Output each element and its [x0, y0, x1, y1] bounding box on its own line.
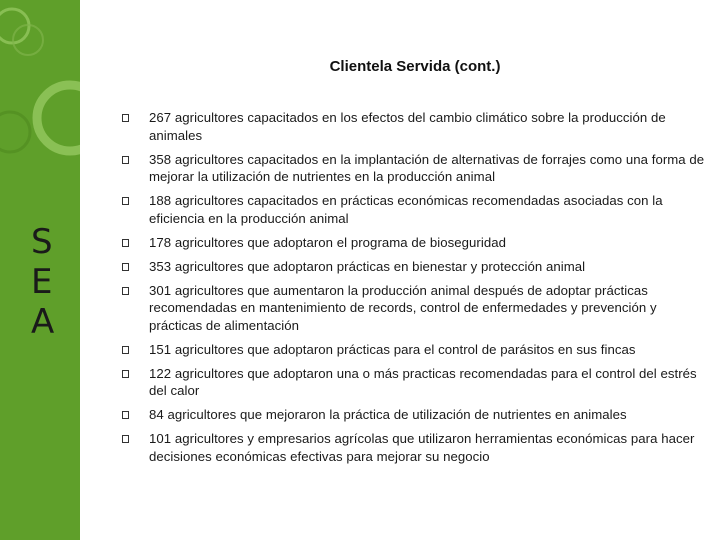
- deco-ring-4: [0, 112, 30, 152]
- bullet-marker-icon: [122, 287, 129, 295]
- bullet-marker-icon: [122, 156, 129, 164]
- bullet-item: [120, 341, 705, 359]
- bullet-marker-icon: [122, 114, 129, 122]
- side-letters: [0, 222, 80, 342]
- bullet-marker-icon: [122, 197, 129, 205]
- bullet-marker-icon: [122, 411, 129, 419]
- bullet-item: [120, 109, 705, 144]
- bullet-text: 151 agricultores que adoptaron prácticas para el control de parásitos en sus fincas: [149, 341, 636, 357]
- bullet-item: [120, 151, 705, 186]
- bullet-item: [120, 430, 705, 465]
- bullet-text: 188 agricultores capacitados en prácticas económicas recomendadas asociadas con la eficiencia en la producción animal: [149, 193, 663, 226]
- bullet-marker-icon: [122, 370, 129, 378]
- bullet-text: 267 agricultores capacitados en los efectos del cambio climático sobre la producción de animales: [149, 110, 666, 143]
- bullet-text: 101 agricultores y empresarios agrícolas que utilizaron herramientas económicas para hacer decisiones económicas efectivas para mejorar su negocio: [149, 431, 695, 464]
- bullet-item: [120, 365, 705, 400]
- bullet-text: 122 agricultores que adoptaron una o más practicas recomendadas para el control del estrés del calor: [149, 365, 697, 398]
- bullet-marker-icon: [122, 239, 129, 247]
- bullet-marker-icon: [122, 435, 129, 443]
- bullet-item: [120, 234, 705, 252]
- side-letter: S: [31, 222, 53, 262]
- bullet-item: [120, 192, 705, 227]
- side-letter: A: [31, 302, 55, 342]
- slide-title: Clientela Servida (cont.): [329, 58, 501, 75]
- bullet-text: 353 agricultores que adoptaron prácticas en bienestar y protección animal: [149, 258, 586, 274]
- side-letter: E: [31, 262, 53, 302]
- bullet-text: 178 agricultores que adoptaron el programa de bioseguridad: [149, 234, 507, 250]
- bullet-item: [120, 406, 705, 424]
- bullet-list: [120, 109, 705, 472]
- bullet-marker-icon: [122, 346, 129, 354]
- bullet-marker-icon: [122, 263, 129, 271]
- bullet-item: [120, 258, 705, 276]
- bullet-text: 301 agricultores que aumentaron la producción animal después de adoptar prácticas recomendadas en mantenimiento de records, control de enfermedades y prevención y prácticas de alimentación: [149, 282, 657, 333]
- bullet-item: [120, 282, 705, 335]
- deco-ring-3: [37, 85, 80, 151]
- bullet-text: 358 agricultores capacitados en la implantación de alternativas de forrajes como una forma de mejorar la utilización de nutrientes en la producción animal: [149, 151, 705, 184]
- bullet-text: 84 agricultores que mejoraron la práctica de utilización de nutrientes en animales: [149, 407, 627, 422]
